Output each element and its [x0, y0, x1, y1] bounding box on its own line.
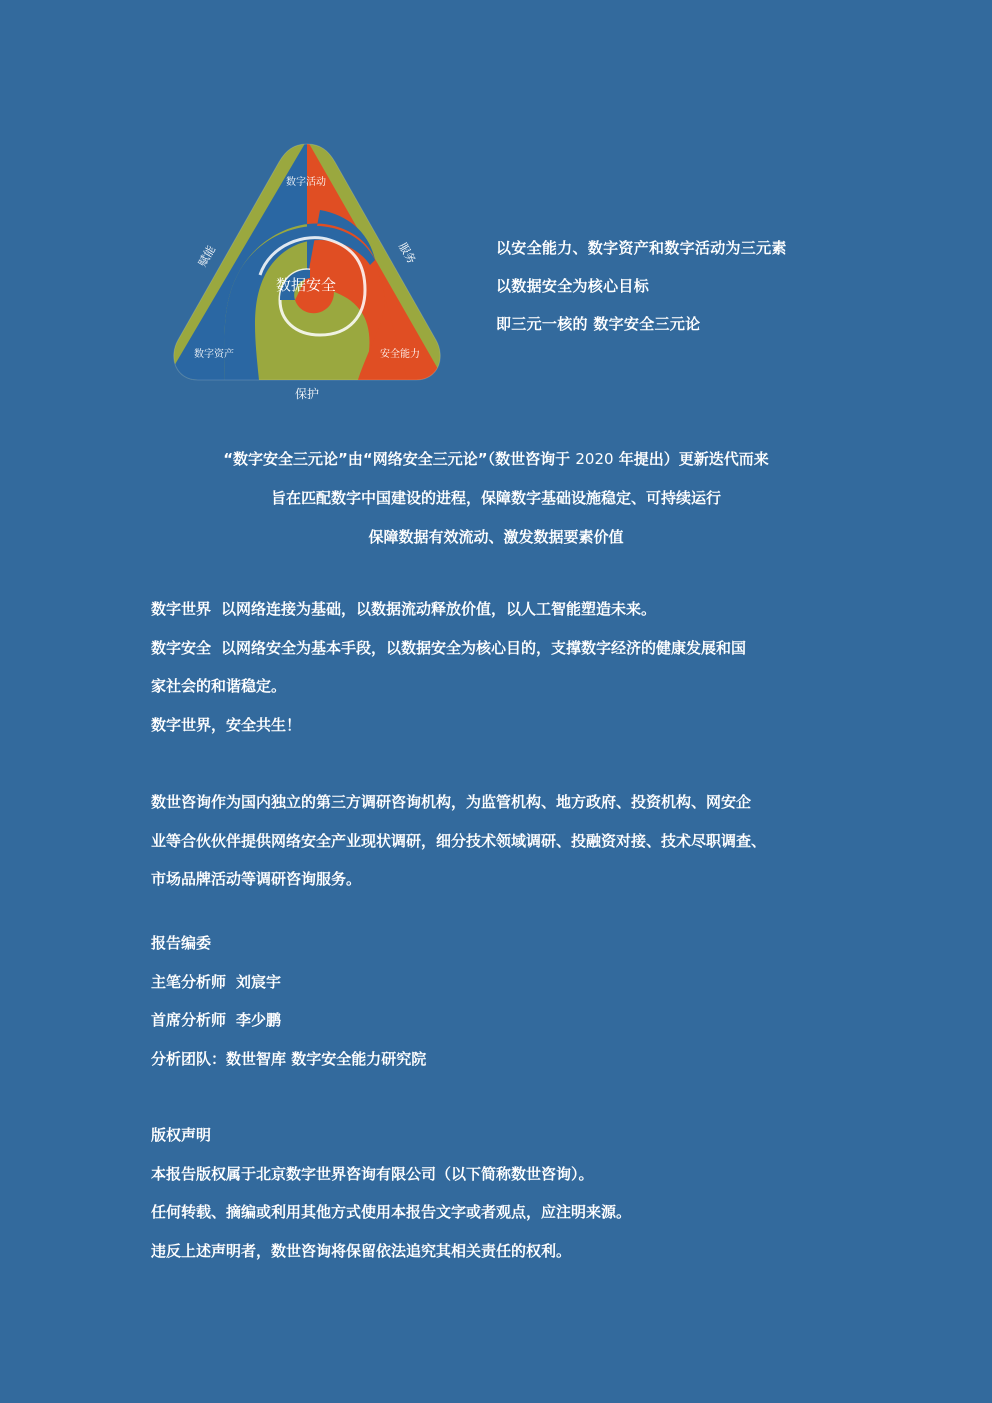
diagram-edge-right-label: 服务 — [395, 240, 419, 267]
editorial-section — [151, 924, 871, 1078]
intro-line: 即三元一核的 数字安全三元论 — [496, 315, 701, 333]
copyright-line: 本报告版权属于北京数字世界咨询有限公司（以下简称数世咨询）。 — [151, 1164, 594, 1183]
year-text: 2020 — [575, 450, 614, 468]
slogan: 数字世界，安全共生！ — [151, 715, 302, 734]
digital-security-term: 数字安全 — [151, 638, 212, 657]
editorial-heading: 报告编委 — [151, 934, 212, 952]
theory-line-1: “数字安全三元论”由“网络安全三元论”（数世咨询于 2020 年提出）更新迭代而来 — [223, 450, 769, 468]
lead-analyst: 主笔分析师 刘宸宇 — [151, 972, 282, 991]
digital-world-line: 数字世界 以网络连接为基础，以数据流动释放价值，以人工智能塑造未来。 — [151, 600, 657, 618]
about-line: 市场品牌活动等调研咨询服务。 — [151, 870, 362, 888]
diagram-edge-bottom-label: 保护 — [294, 387, 320, 401]
intro-line: 以安全能力、数字资产和数字活动为三元素 — [496, 239, 787, 257]
diagram-right-label: 安全能力 — [380, 349, 420, 360]
theory-line-2: 旨在匹配数字中国建设的进程，保障数字基础设施稳定、可持续运行 — [270, 489, 721, 507]
copyright-line: 任何转载、摘编或利用其他方式使用本报告文字或者观点，应注明来源。 — [151, 1203, 632, 1221]
about-line: 业等合伙伙伴提供网络安全产业现状调研，细分技术领域调研、投融资对接、技术尽职调查、 — [151, 831, 767, 850]
diagram-edge-left-label: 赋能 — [195, 243, 219, 270]
chief-analyst: 首席分析师 李少鹏 — [151, 1011, 282, 1029]
theory-origin-statement — [0, 440, 992, 557]
copyright-heading: 版权声明 — [151, 1126, 212, 1144]
triangle-swirl-graphic — [170, 140, 445, 405]
digital-world-term: 数字世界 — [151, 600, 212, 618]
diagram-top-label: 数字活动 — [286, 177, 326, 188]
copyright-line: 违反上述声明者，数世咨询将保留依法追究其相关责任的权利。 — [151, 1241, 572, 1260]
digital-security-line-cont: 家社会的和谐稳定。 — [151, 677, 287, 695]
mission-section — [151, 590, 871, 744]
about-section — [151, 783, 871, 899]
three-element-diagram — [170, 140, 445, 405]
diagram-left-label: 数字资产 — [194, 349, 234, 360]
digital-security-line: 数字安全 以网络安全为基本手段，以数据安全为核心目的，支撑数字经济的健康发展和国 — [151, 638, 747, 657]
diagram-center-label: 数据安全 — [275, 276, 337, 294]
analyst-team: 分析团队：数世智库 数字安全能力研究院 — [151, 1049, 427, 1068]
intro-statement — [496, 229, 787, 343]
about-line: 数世咨询作为国内独立的第三方调研咨询机构，为监管机构、地方政府、投资机构、网安企 — [151, 793, 752, 811]
copyright-section — [151, 1116, 871, 1270]
theory-line-3: 保障数据有效流动、激发数据要素价值 — [368, 528, 624, 546]
intro-line: 以数据安全为核心目标 — [496, 277, 650, 295]
